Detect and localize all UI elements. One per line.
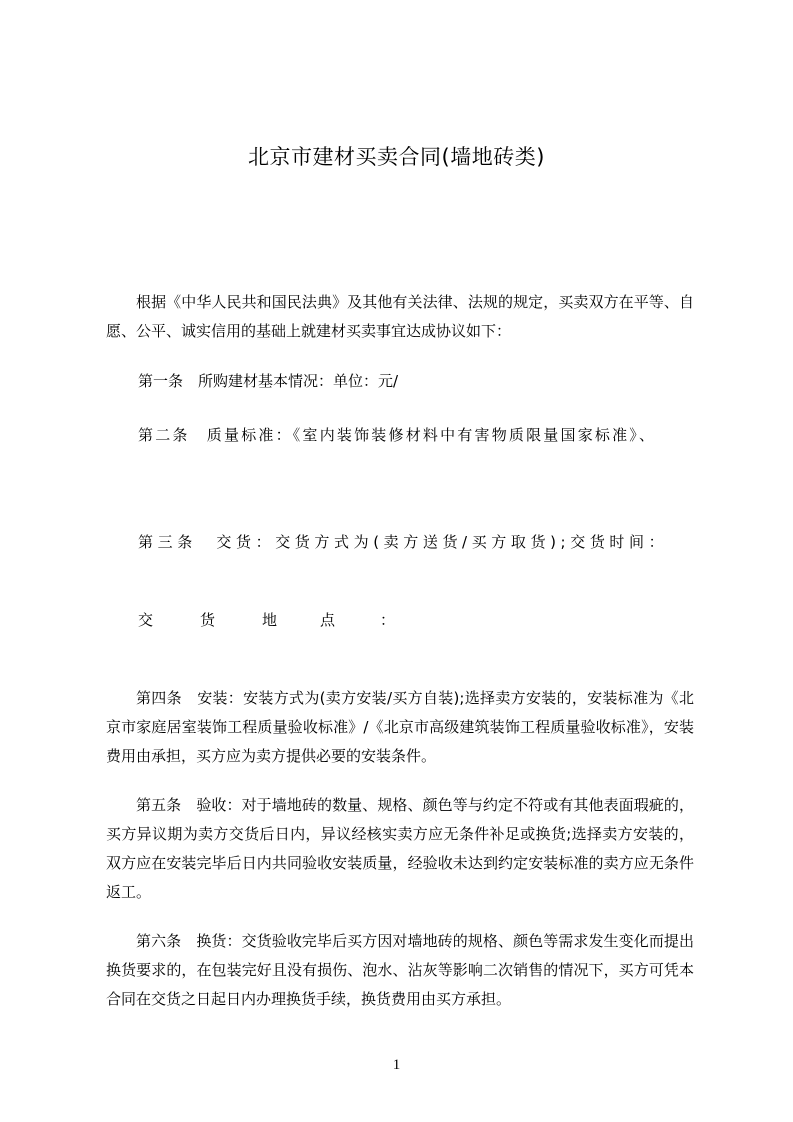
page-number: 1 bbox=[392, 1057, 401, 1073]
article-2: 第二条 质量标准：《室内装饰装修材料中有害物质限量国家标准》、 bbox=[138, 426, 657, 444]
document-title: 北京市建材买卖合同(墙地砖类) bbox=[248, 145, 545, 169]
article-3-delivery-place bbox=[138, 606, 395, 635]
article-5: 第五条 验收：对于墙地砖的数量、规格、颜色等与约定不符或有其他表面瑕疵的，买方异议期为卖方交货后日内，异议经核实卖方应无条件补足或换货;选择卖方安装的，双方应在安装完毕后日内共同验收安装质量，经验收未达到约定安装标准的卖方应无条件返工。 bbox=[106, 796, 694, 901]
article-6: 第六条 换货：交货验收完毕后买方因对墙地砖的规格、颜色等需求发生变化而提出换货要求的，在包装完好且没有损伤、泡水、沾灰等影响二次销售的情况下，买方可凭本合同在交货之日起日内办理换货手续，换货费用由买方承担。 bbox=[106, 932, 694, 1008]
delivery-place-char-1: 交 bbox=[138, 611, 154, 629]
article-4: 第四条 安装：安装方式为(卖方安装/买方自装);选择卖方安装的，安装标准为《北京市家庭居室装饰工程质量验收标准》/《北京市高级建筑装饰工程质量验收标准》，安装费用由承担，买方应为卖方提供必要的安装条件。 bbox=[106, 689, 694, 765]
delivery-place-char-3: 地 bbox=[262, 611, 278, 629]
article-1: 第一条 所购建材基本情况：单位：元/ bbox=[138, 372, 399, 390]
article-3: 第三条 交货：交货方式为(卖方送货/买方取货);交货时间： bbox=[138, 533, 669, 551]
delivery-place-char-4: 点 bbox=[320, 611, 336, 629]
preamble-paragraph: 根据《中华人民共和国民法典》及其他有关法律、法规的规定，买卖双方在平等、自愿、公平、诚实信用的基础上就建材买卖事宜达成协议如下： bbox=[106, 293, 694, 340]
delivery-place-char-5: ： bbox=[380, 611, 396, 629]
delivery-place-char-2: 货 bbox=[200, 611, 216, 629]
